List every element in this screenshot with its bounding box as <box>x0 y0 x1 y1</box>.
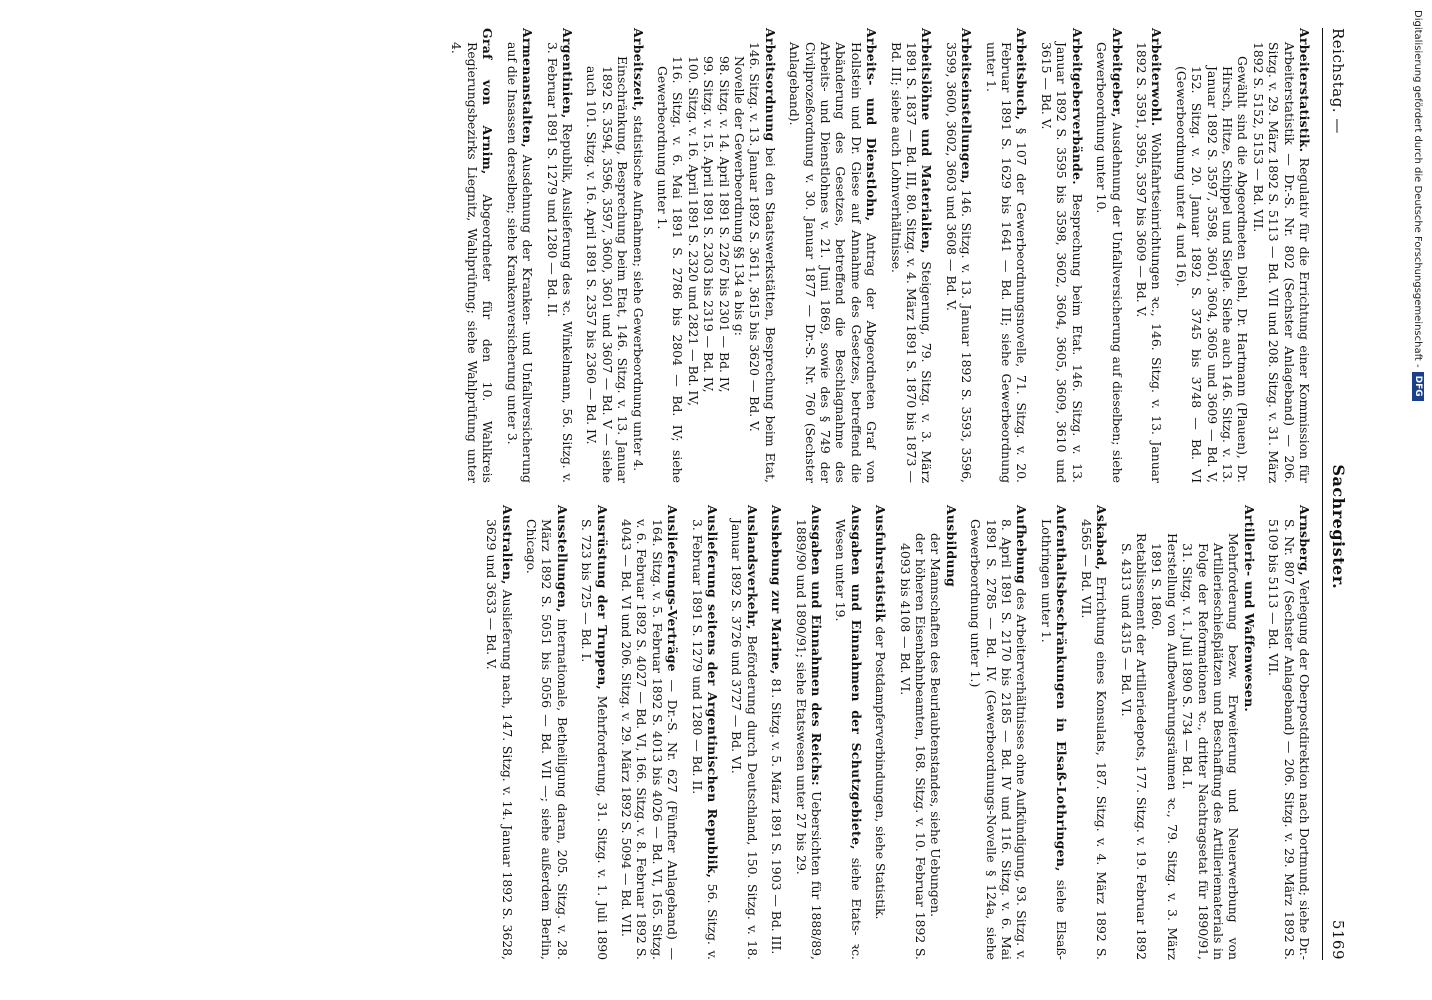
header-left: Reichstag. — <box>1329 28 1347 134</box>
entry-text: Verlegung der Oberpostdirektion nach Dortmund; siehe Dr.-S. Nr. 807 (Sechster Anlageband) — 206. Sitzg. v. 29. März 1892 S. 5109 bis 5113 — Bd. VII. <box>1266 519 1312 960</box>
entry-heading: Auslandsverkehr, <box>744 505 760 630</box>
index-entry <box>689 505 720 960</box>
entry-heading: Arbeiterwohl. <box>1149 28 1165 127</box>
entry-heading: Aufenthaltsbeschränkungen in Elsaß-Lothringen, <box>1054 505 1070 872</box>
entry-heading: Australien, <box>499 505 515 585</box>
entry-text: Uebersichten für 1888/89, 1889/90 und 1890/91; siehe Etatswesen unter 27 bis 29. <box>793 519 825 960</box>
index-entry <box>769 505 784 960</box>
entry-text: Wohlfahrtseinrichtungen ꝛc., 146. Sitzg. v. 13. Januar 1892 S. 3591, 3595, 3597 bis 3609 — Bd. V. <box>1133 42 1165 483</box>
entry-subitem: der höheren Eisenbahnbeamten, 168. Sitzg. v. 10. Februar 1892 S. 4093 bis 4108 — Bd. VI. <box>897 533 929 960</box>
index-entry <box>897 505 959 960</box>
index-entry <box>584 28 646 483</box>
index-entry <box>524 505 570 960</box>
entry-subitem: 99. Sitzg. v. 15. April 1891 S. 2303 bis 2319 — Bd. IV, <box>701 56 717 393</box>
entry-heading: Arbeitsbuch, <box>1014 28 1030 121</box>
entry-heading: Ausstellungen, <box>554 505 570 613</box>
entry-heading: Auslieferungs-Verträge <box>665 505 681 672</box>
entry-text: 146. Sitzg. v. 13. Januar 1892 S. 3593, 3596, 3599, 3600, 3602, 3603 und 3608 — Bd. V. <box>943 42 975 483</box>
index-entry <box>1266 505 1312 960</box>
index-entry <box>544 28 575 483</box>
entry-heading: Arbeitszeit, <box>630 28 646 112</box>
entry-text: siehe Etats- ꝛc. Wesen unter 19. <box>833 519 864 960</box>
entry-text: Abgeordneter für den 10. Wahlkreis Regierungsbezirks Liegnitz, Wahlprüfung; siehe Wahlprüfung unter 4. <box>449 42 496 483</box>
index-entry <box>968 505 1030 960</box>
entry-text: § 107 der Gewerbeordnungsnovelle, 71. Sitzg. v. 20. Februar 1891 S. 1629 bis 1641 — Bd. III; siehe Gewerbeordnung unter 1. <box>983 42 1030 483</box>
index-entry <box>983 28 1029 483</box>
index-entry <box>787 28 879 483</box>
entry-heading: Arbeitseinstellungen, <box>959 28 975 184</box>
digitization-credit <box>1412 10 1424 401</box>
entry-text: Ausdehnung der Unfallversicherung auf dieselben; siehe Gewerbeordnung unter 10. <box>1094 42 1125 483</box>
entry-subitem: 98. Sitzg. v. 14. April 1891 S. 2267 bis 2301 — Bd. IV, <box>716 56 732 393</box>
entry-text: Regulativ für die Errichtung einer Kommission für Arbeiterstatistik — Dr.-S. Nr. 802 (Sechster Anlageband) — 206. Sitzg. v. 29. März 1892 S. 5113 — Bd. VII und 208. Sitzg. v. 31. März 1892 S. 5152, 5153 — Bd. VII. <box>1250 42 1312 483</box>
entry-heading: Aufhebung <box>1014 505 1030 584</box>
entry-heading: Ausgaben und Einnahmen der Schutzgebiete, <box>848 505 864 850</box>
entry-text: 81. Sitzg. v. 5. März 1891 S. 1903 — Bd. III. <box>769 678 785 955</box>
entry-heading: Ausrüstung der Truppen, <box>594 505 610 691</box>
entry-heading: Graf von Arnim, <box>480 28 496 175</box>
entry-subitem: Retablissement der Artilleriedepots, 177. Sitzg. v. 19. Februar 1892 S. 4313 und 4315 — Bd. VI. <box>1118 533 1149 960</box>
index-entry <box>729 505 760 960</box>
entry-heading: Aushebung zur Marine, <box>769 505 785 675</box>
entry-text: Steigerung, 79. Sitzg. v. 3. März 1891 S. 1837 — Bd. III, 80. Sitzg. v. 4. März 1891 S. 1870 bis 1873 — Bd. III; siehe auch Lohnverhältnisse. <box>888 42 935 483</box>
index-entry <box>655 28 778 483</box>
index-entry <box>504 28 535 483</box>
entry-text: 56. Sitzg. v. 3. Februar 1891 S. 1279 und 1280 — Bd. II. <box>689 519 720 960</box>
page-number: 5169 <box>1329 919 1347 960</box>
entry-text: statistische Aufnahmen; siehe Gewerbeordnung unter 4. <box>630 115 646 472</box>
entry-heading: Auslieferung seitens der Argentinischen Republik, <box>705 505 720 879</box>
index-entry <box>1039 28 1085 483</box>
entry-text: der Postdampferverbindungen, siehe Statistik. <box>873 626 889 920</box>
index-entry <box>484 505 515 960</box>
entry-text: Mehrforderung, 31. Sitzg. v. 1. Juli 1890 S. 723 bis 725 — Bd. I. <box>579 519 610 960</box>
entry-subitem: der Mannschaften des Beurlaubtenstandes, siehe Uebungen. <box>928 533 944 918</box>
entry-text: Antrag der Abgeordneten Graf von Hollstein und Dr. Giese auf Annahme des Gesetzes, betreffend die Abänderung des Gesetzes, betreffend die Beschlagnahme des Arbeits- und Dienstlohnes v. 21. Juni 1869, sowie des § 749 der Civilprozeßordnung v. 30. Januar 1877 — Dr.-S. Nr. 760 (Sechster Anlageband). <box>787 42 880 483</box>
entry-subitem: 100. Sitzg. v. 16. April 1891 S. 2320 und 2821 — Bd. IV, <box>685 56 701 407</box>
index-entry <box>943 28 974 483</box>
index-entry <box>1039 505 1070 960</box>
credit-text: Digitalisierung gefördert durch die Deutsche Forschungsgemeinschaft - <box>1412 10 1424 368</box>
header-title: Sachregister. <box>1329 464 1348 590</box>
page-header <box>1322 28 1348 960</box>
entry-heading: Ausbildung <box>943 505 959 588</box>
entry-heading: Arbeiterstatistik. <box>1297 28 1312 153</box>
entry-heading: Armenanstalten, <box>520 28 536 149</box>
entry-heading: Arbeitgeber, <box>1109 28 1125 118</box>
entry-text: Republik, Auslieferung des ꝛc. Winkelmann, 56. Sitzg. v. 3. Februar 1891 S. 1279 und 1280 — Bd. II. <box>544 42 575 483</box>
index-entry <box>1078 505 1109 960</box>
index-entry <box>449 28 495 483</box>
entry-text: des Arbeiterverhältnisses ohne Aufkündigung, 93. Sitzg. v. 8. April 1891 S. 2170 bis 2185 — Bd. IV und 116. Sitzg. v. 6. Mai 1891 S. 2785 — Bd. IV. (Gewerbeordnungs-Novelle § 124a, siehe Gewerbeordnung unter 1.) <box>968 519 1030 960</box>
entry-text: siehe Elsaß-Lothringen unter 1. <box>1038 519 1070 960</box>
entry-heading: Arbeitgeberverbände. <box>1069 28 1085 185</box>
entry-heading: Artillerie- und Waffenwesen. <box>1241 505 1257 712</box>
dfg-logo: DFG <box>1412 372 1424 401</box>
entry-subitem: Gewählt sind die Abgeordneten Diehl, Dr. Hartmann (Plauen), Dr. Hirsch, Hitze, Schippel und Siegle. Siehe auch 146. Sitzg. v. 13. Januar 1892 S. 3597, 3598, 3601, 3604, 3605 und 3609 — Bd. V, 152. Sitzg. v. 20. Januar 1892 S. 3745 bis 3748 — Bd. VI (Gewerbeordnung unter 4 und 16). <box>1173 56 1251 483</box>
entry-heading: Arnsberg, <box>1297 505 1312 576</box>
entry-text: Auslieferung nach, 147. Sitzg. v. 14. Januar 1892 S. 3628, 3629 und 3633 — Bd. V. <box>484 519 515 960</box>
entry-text: Besprechung beim Etat. 146. Sitzg. v. 13. Januar 1892 S. 3595 bis 3598, 3602, 3604, 3605, 3609, 3610 und 3615 — Bd. V. <box>1038 42 1085 483</box>
index-column-right <box>440 505 1312 960</box>
entry-subitem: Herstellung von Aufbewahrungsräumen ꝛc., 79. Sitzg. v. 3. März 1891 S. 1860. <box>1149 533 1180 960</box>
entry-subitem: 116. Sitzg. v. 6. Mai 1891 S. 2786 bis 2804 — Bd. IV; siehe Gewerbeordnung unter 1. <box>654 56 686 483</box>
index-entry <box>1094 28 1125 483</box>
entry-heading: Arbeitslöhne und Materialien, <box>919 28 935 254</box>
entry-text: Beförderung durch Deutschland, 150. Sitzg. v. 18. Januar 1892 S. 3726 und 3727 — Bd. VI. <box>729 519 760 960</box>
entry-text: internationale, Betheiligung daran, 205. Sitzg. v. 28. März 1892 S. 5051 bis 5056 — Bd. VII —; siehe außerdem Berlin, Chicago. <box>523 519 570 960</box>
index-entry <box>793 505 824 960</box>
entry-heading: Ausfuhrstatistik <box>873 505 889 623</box>
index-column-left <box>440 28 1312 483</box>
entry-subitem: Mehrforderung bezw. Erweiterung und Neuerwerbung von Artillerieschießplätzen und Beschaffung des Artilleriematerials in Folge der Reformationen ꝛc., dritter Nachtragsetat für 1890/91, 31. Sitzg. v. 1. Juli 1890 S. 734 — Bd. I. <box>1180 533 1242 960</box>
index-entry <box>888 28 934 483</box>
index-entry <box>1118 505 1257 960</box>
entry-heading: Arbeits- und Dienstlohn, <box>864 28 880 222</box>
index-entry <box>579 505 610 960</box>
entry-heading: Askabad, <box>1094 505 1110 571</box>
entry-subitem: Novelle der Gewerbeordnung §§ 134 a bis g: <box>732 56 747 336</box>
entry-text: bei den Staatswerkstätten, Besprechung beim Etat, 146. Sitzg. v. 13. Januar 1892 S. 3611, 3615 bis 3620 — Bd. V. <box>747 42 778 483</box>
entry-heading: Argentinien, <box>559 28 575 119</box>
entry-text: Errichtung eines Konsulats, 187. Sitzg. v. 4. März 1892 S. 4565 — Bd. VII. <box>1078 519 1110 960</box>
entry-text: — Dr.-S. Nr. 627 (Fünfter Anlageband) — 164. Sitzg. v. 5. Februar 1892 S. 4013 bis 4026 — Bd. VI, 165. Sitzg. v. 6. Februar 1892 S. 4027 — Bd. VI, 166. Sitzg. v. 8. Februar 1892 S. 4043 — Bd. VI und 206. Sitzg. v. 29. März 1892 S. 5094 — Bd. VII. <box>618 519 681 960</box>
entry-text: Ausdehnung der Kranken- und Unfallversicherung auf die Insassen derselben; siehe Krankenversicherung unter 3. <box>504 42 536 483</box>
index-entry <box>873 505 888 960</box>
entry-heading: Ausgaben und Einnahmen des Reichs: <box>809 505 825 786</box>
index-entry <box>619 505 681 960</box>
index-entry <box>1173 28 1312 483</box>
index-entry <box>833 505 864 960</box>
index-columns <box>440 28 1312 960</box>
index-entry <box>1134 28 1165 483</box>
entry-heading: Arbeitsordnung <box>762 28 778 142</box>
entry-subitem: Einschränkung, Besprechung beim Etat, 146. Sitzg. v. 13. Januar 1892 S. 3594, 3596, 3597, 3600, 3601 und 3607 — Bd. V — siehe auch 101. Sitzg. v. 16. April 1891 S. 2357 bis 2360 — Bd. IV. <box>584 56 631 483</box>
